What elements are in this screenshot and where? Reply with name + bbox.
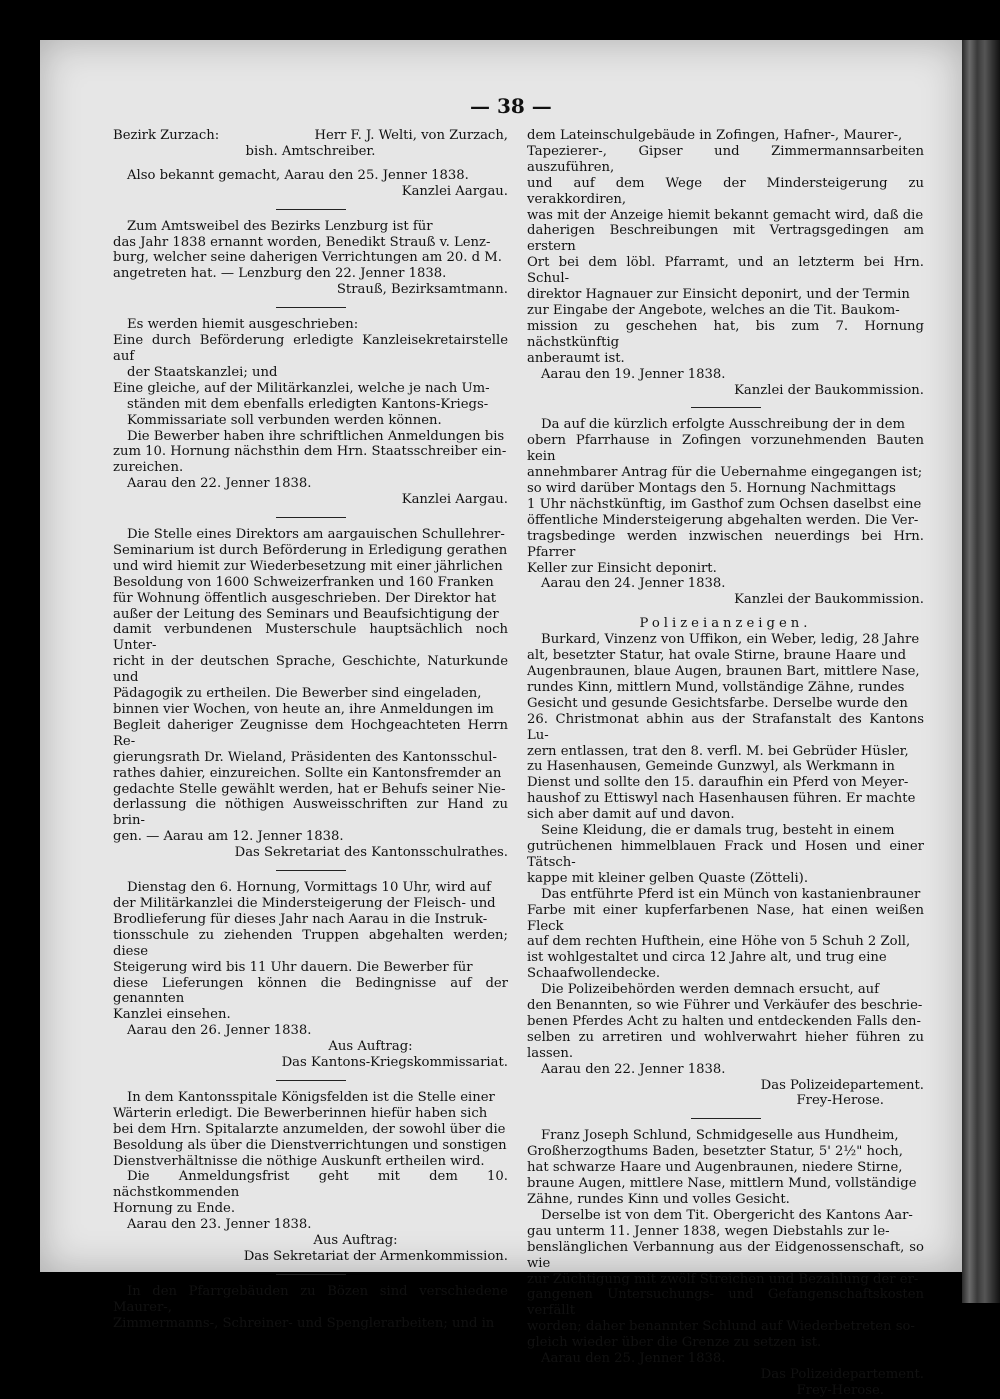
text-line: Tapezierer-, Gipser und Zimmermannsarbeiten auszuführen, xyxy=(527,143,924,175)
text-line: anberaumt ist. xyxy=(527,350,625,366)
section-title-polizeianzeigen: Polizeianzeigen. xyxy=(639,616,812,632)
bezirk-label: Bezirk Zurzach: xyxy=(113,128,220,143)
bekannt-line: Also bekannt gemacht, Aarau den 25. Jenner 1838. xyxy=(127,167,469,183)
divider xyxy=(276,307,346,308)
text-line: ständen mit dem ebenfalls erledigten Kantons-Kriegs- xyxy=(127,396,489,412)
text-line: gen. — Aarau am 12. Jenner 1838. xyxy=(113,829,344,845)
text-line: Die Polizeibehörden werden demnach ersucht, auf xyxy=(541,982,880,998)
text-line: Die Stelle eines Direktors am aargauischen Schullehrer- xyxy=(127,527,505,543)
text-line: ist wohlgestaltet und circa 12 Jahre alt, und trug eine xyxy=(527,950,887,966)
aus-auftrag-1: Aus Auftrag: xyxy=(328,1039,413,1055)
text-line: rundes Kinn, mittlern Mund, vollständige Zähne, rundes xyxy=(527,679,905,695)
text-line: mission zu geschehen hat, bis zum 7. Hornung nächstkünftig xyxy=(527,318,924,350)
boezen-notice xyxy=(113,1284,508,1332)
kanzlei-aargau-1: Kanzlei Aargau. xyxy=(401,183,508,199)
text-line: selben zu arretiren und wohlverwahrt hieher führen zu lassen. xyxy=(527,1029,924,1061)
bezirk-zurzach-row xyxy=(113,128,508,144)
frey-herose-2: Frey-Herose. xyxy=(796,1382,884,1398)
text-line: zur Eingabe der Angebote, welches an die Tit. Baukom- xyxy=(527,302,900,318)
text-line: bei dem Hrn. Spitalarzte anzumelden, der sowohl über die xyxy=(113,1121,506,1137)
text-line: Dienstverhältnisse die nöthige Auskunft ertheilen wird. xyxy=(113,1153,485,1169)
polizeidepartement-1: Das Polizeidepartement. xyxy=(760,1077,924,1093)
text-line: alt, besetzter Statur, hat ovale Stirne, braune Haare und xyxy=(527,648,907,664)
text-line: zu Hasenhausen, Gemeinde Gunzwyl, als Werkmann in xyxy=(527,759,895,775)
text-line: den Benannten, so wie Führer und Verkäufer des beschrie- xyxy=(527,998,923,1014)
text-line: braune Augen, mittlere Nase, mittlern Mund, vollständige xyxy=(527,1176,917,1192)
text-line: Besoldung als über die Dienstverrichtungen und sonstigen xyxy=(113,1137,507,1153)
text-line: rathes dahier, einzureichen. Sollte ein Kantonsfremder an xyxy=(113,765,502,781)
text-line: dem Lateinschulgebäude in Zofingen, Hafner-, Maurer-, xyxy=(527,128,903,143)
text-line: worden; daher benannter Schlund auf Wiederbetreten so- xyxy=(527,1319,915,1335)
page-number: — 38 — xyxy=(470,94,552,118)
date-line: Aarau den 23. Jenner 1838. xyxy=(127,1217,312,1233)
frey-herose-1: Frey-Herose. xyxy=(796,1093,884,1109)
date-line: Aarau den 22. Jenner 1838. xyxy=(541,1061,726,1077)
zofingen-notice xyxy=(527,417,924,576)
text-line: Farbe mit einer kupferfarbenen Nase, hat einen weißen Fleck xyxy=(527,902,924,934)
text-line: benslänglichen Verbannung aus der Eidgenossenschaft, so wie xyxy=(527,1239,924,1271)
text-line: Gesicht und gesunde Gesichtsfarbe. Derselbe wurde den xyxy=(527,695,908,711)
amtsweibel-notice xyxy=(113,219,508,283)
ausschreibung-notice xyxy=(113,317,508,476)
text-line: hat schwarze Haare und Augenbraunen, niedere Stirne, xyxy=(527,1160,903,1176)
divider xyxy=(691,1118,761,1119)
text-line: gau unterm 11. Jenner 1838, wegen Diebstahls zur le- xyxy=(527,1223,890,1239)
date-line: Aarau den 19. Jenner 1838. xyxy=(541,366,726,382)
date-line: Aarau den 24. Jenner 1838. xyxy=(541,576,726,592)
text-line: Steigerung wird bis 11 Uhr dauern. Die Bewerber für xyxy=(113,959,473,975)
date-line: Aarau den 25. Jenner 1838. xyxy=(541,1351,726,1367)
text-line: Zimmermanns-, Schreiner- und Spenglerarbeiten; und in xyxy=(113,1315,495,1331)
text-line: was mit der Anzeige hiemit bekannt gemacht wird, daß die xyxy=(527,207,924,223)
text-line: damit verbundenen Musterschule hauptsächlich noch Unter- xyxy=(113,622,508,654)
text-line: Eine durch Beförderung erledigte Kanzleisekretairstelle auf xyxy=(113,333,508,364)
text-line: Wärterin erledigt. Die Bewerberinnen hiefür haben sich xyxy=(113,1105,488,1121)
kanzlei-aargau-2: Kanzlei Aargau. xyxy=(401,492,508,508)
text-line: zur Züchtigung mit zwölf Streichen und Bezahlung der er- xyxy=(527,1271,919,1287)
adjacent-page-edge xyxy=(962,40,1000,1303)
kanzlei-baukommission-1: Kanzlei der Baukommission. xyxy=(734,382,924,398)
text-line: gutrüchenen himmelblauen Frack und Hosen und einer Tätsch- xyxy=(527,838,924,870)
text-line: Hornung zu Ende. xyxy=(113,1201,236,1217)
schlund-notice xyxy=(527,1128,924,1208)
text-line: gedachte Stelle gewählt werden, hat er Behufs seiner Nie- xyxy=(113,781,506,797)
date-line: Aarau den 22. Jenner 1838. xyxy=(127,476,312,492)
text-line: Derselbe ist von dem Tit. Obergericht des Kantons Aar- xyxy=(541,1207,913,1223)
sekretariat-kantonsschulrat: Das Sekretariat des Kantonsschulrathes. xyxy=(234,845,508,861)
text-line: Zum Amtsweibel des Bezirks Lenzburg ist für xyxy=(127,218,433,234)
text-line: diese Lieferungen können die Bedingnisse auf der genannten xyxy=(113,975,508,1007)
strauss-signature: Strauß, Bezirksamtmann. xyxy=(336,282,508,298)
text-line: zern entlassen, trat den 8. verfl. M. bei Gebrüder Hüsler, xyxy=(527,743,909,759)
polizeidepartement-2: Das Polizeidepartement. xyxy=(760,1366,924,1382)
text-line: Begleit daheriger Zeugnisse dem Hochgeachteten Herrn Re- xyxy=(113,717,508,749)
right-column xyxy=(527,128,924,1399)
burkard-notice xyxy=(527,632,924,823)
text-line: binnen vier Wochen, von heute an, ihre Anmeldungen im xyxy=(113,702,494,717)
text-line: tragsbedinge werden inzwischen neuerdings bei Hrn. Pfarrer xyxy=(527,528,924,560)
text-line: 26. Christmonat abhin aus der Strafanstalt des Kantons Lu- xyxy=(527,711,924,743)
text-line: daherigen Beschreibungen mit Vertragsgedingen am erstern xyxy=(527,223,924,255)
text-line: gleich wieder über die Grenze zu setzen ist. xyxy=(527,1335,822,1351)
text-line: so wird darüber Montags den 5. Hornung Nachmittags xyxy=(527,481,896,497)
text-line: derlassung die nöthigen Ausweisschriften zur Hand zu brin- xyxy=(113,797,508,829)
text-line: obern Pfarrhause in Zofingen vorzunehmenden Bauten kein xyxy=(527,433,924,465)
text-line: Die Anmeldungsfrist geht mit dem 10. nächstkommenden xyxy=(113,1169,508,1201)
bezirk-person: Herr F. J. Welti, von Zurzach, xyxy=(314,128,508,143)
divider xyxy=(276,209,346,210)
text-line: gierungsrath Dr. Wieland, Präsidenten des Kantonsschul- xyxy=(113,749,497,765)
divider xyxy=(276,870,346,871)
text-line: Franz Joseph Schlund, Schmidgeselle aus Hundheim, xyxy=(541,1128,899,1144)
text-line: Burkard, Vinzenz von Uffikon, ein Weber, ledig, 28 Jahre xyxy=(541,632,920,648)
text-line: Kommissariate soll verbunden werden können. xyxy=(127,412,442,428)
text-line: Pädagogik zu ertheilen. Die Bewerber sind eingeladen, xyxy=(113,686,482,702)
spital-notice xyxy=(113,1090,508,1217)
pferd-paragraph xyxy=(527,887,924,982)
text-line: tionsschule zu ziehenden Truppen abgehalten werden; diese xyxy=(113,927,508,959)
text-line: Ort bei dem löbl. Pfarramt, und an letzterm bei Hrn. Schul- xyxy=(527,255,924,287)
text-line: Seminarium ist durch Beförderung in Erledigung gerathen xyxy=(113,542,508,558)
aus-auftrag-2: Aus Auftrag: xyxy=(313,1233,398,1249)
text-line: Brodlieferung für dieses Jahr nach Aarau in die Instruk- xyxy=(113,911,488,927)
text-line: haushof zu Ettiswyl nach Hasenhausen führen. Er machte xyxy=(527,791,916,807)
text-line: Dienstag den 6. Hornung, Vormittags 10 Uhr, wird auf xyxy=(127,880,492,896)
armenkommission: Das Sekretariat der Armenkommission. xyxy=(243,1249,508,1264)
text-line: öffentliche Mindersteigerung abgehalten werden. Die Ver- xyxy=(527,512,919,528)
text-line: Es werden hiemit ausgeschrieben: xyxy=(127,317,359,333)
boezen-continuation xyxy=(527,128,924,367)
obergericht-paragraph xyxy=(527,1208,924,1351)
kriegskommissariat: Das Kantons-Kriegskommissariat. xyxy=(281,1055,508,1071)
text-line: Seine Kleidung, die er damals trug, besteht in einem xyxy=(541,823,895,839)
text-line: zureichen. xyxy=(113,460,184,476)
bezirk-role: bish. Amtschreiber. xyxy=(245,143,376,159)
text-line: annehmbarer Antrag für die Uebernahme eingegangen ist; xyxy=(527,465,923,481)
text-line: auf dem rechten Hufthein, eine Höhe von 5 Schuh 2 Zoll, xyxy=(527,934,911,950)
text-line: In dem Kantonsspitale Königsfelden ist die Stelle einer xyxy=(127,1089,495,1105)
text-line: Zähne, rundes Kinn und volles Gesicht. xyxy=(527,1192,790,1207)
text-line: der Militärkanzlei die Mindersteigerung der Fleisch- und xyxy=(113,895,496,911)
text-line: und auf dem Wege der Mindersteigerung zu verakkordiren, xyxy=(527,175,924,207)
text-line: für Wohnung öffentlich ausgeschrieben. Der Direktor hat xyxy=(113,590,497,606)
text-line: Keller zur Einsicht deponirt. xyxy=(527,560,717,576)
text-line: burg, welcher seine daherigen Verrichtungen am 20. d M. xyxy=(113,250,502,266)
text-line: kappe mit kleiner gelben Quaste (Zötteli). xyxy=(527,870,809,886)
text-line: und wird hiemit zur Wiederbesetzung mit einer jährlichen xyxy=(113,558,503,574)
divider xyxy=(276,1080,346,1081)
text-line: gangenen Untersuchungs- und Gefangenschaftskosten verfällt xyxy=(527,1287,924,1319)
text-line: In den Pfarrgebäuden zu Bözen sind verschiedene Maurer-, xyxy=(113,1283,508,1315)
text-line: direktor Hagnauer zur Einsicht deponirt, und der Termin xyxy=(527,287,910,303)
text-line: sich aber damit auf und davon. xyxy=(527,807,735,823)
text-line: Besoldung von 1600 Schweizerfranken und 160 Franken xyxy=(113,574,494,590)
text-line: außer der Leitung des Seminars und Beaufsichtigung der xyxy=(113,606,499,622)
text-line: Augenbraunen, blaue Augen, braunen Bart, mittlere Nase, xyxy=(527,664,920,679)
text-line: 1 Uhr nächstkünftig, im Gasthof zum Ochsen daselbst eine xyxy=(527,496,922,512)
kanzlei-baukommission-2: Kanzlei der Baukommission. xyxy=(734,592,924,608)
divider xyxy=(691,407,761,408)
text-line: angetreten hat. — Lenzburg den 22. Jenner 1838. xyxy=(113,266,447,282)
text-line: der Staatskanzlei; und xyxy=(127,364,278,380)
text-line: zum 10. Hornung nächsthin dem Hrn. Staatsschreiber ein- xyxy=(113,444,507,460)
divider xyxy=(276,517,346,518)
text-line: richt in der deutschen Sprache, Geschichte, Naturkunde und xyxy=(113,654,508,686)
dienstag-notice xyxy=(113,880,508,1023)
text-line: Großherzogthums Baden, besetzter Statur, 5' 2½" hoch, xyxy=(527,1144,903,1160)
left-column xyxy=(113,128,508,1332)
text-line: Schaafwollendecke. xyxy=(527,966,661,982)
text-line: Das entführte Pferd ist ein Münch von kastanienbrauner xyxy=(541,886,921,902)
text-line: benen Pferdes Acht zu halten und entdeckenden Falls den- xyxy=(527,1013,921,1029)
text-line: Da auf die kürzlich erfolgte Ausschreibung der in dem xyxy=(541,417,906,433)
text-line: Kanzlei einsehen. xyxy=(113,1007,231,1023)
text-line: Eine gleiche, auf der Militärkanzlei, welche je nach Um- xyxy=(113,380,490,396)
date-line: Aarau den 26. Jenner 1838. xyxy=(127,1023,312,1039)
divider xyxy=(276,1274,346,1275)
polizei-ersucht-paragraph xyxy=(527,982,924,1062)
text-line: das Jahr 1838 ernannt worden, Benedikt Strauß v. Lenz- xyxy=(113,234,491,250)
kleidung-paragraph xyxy=(527,823,924,887)
text-line: Die Bewerber haben ihre schriftlichen Anmeldungen bis xyxy=(127,428,505,444)
direktor-notice xyxy=(113,527,508,845)
text-line: Dienst und sollte den 15. daraufhin ein Pferd von Meyer- xyxy=(527,775,909,791)
